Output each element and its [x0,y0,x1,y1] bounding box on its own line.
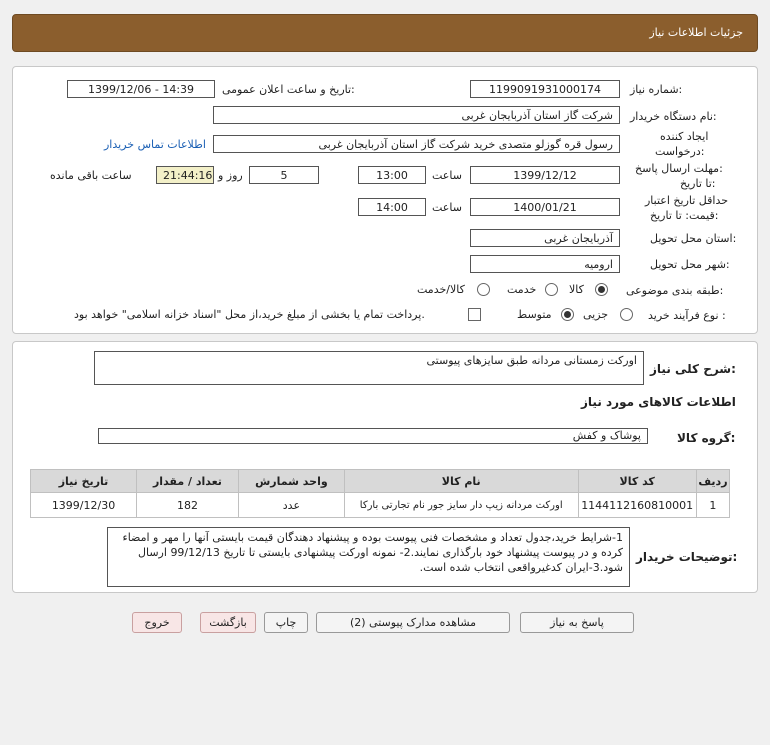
send-deadline-label-1: مهلت ارسال پاسخ: [635,162,723,175]
announce-label: تاریخ و ساعت اعلان عمومی: [222,83,355,96]
goods-group-label: گروه کالا: [677,431,736,445]
goods-table [30,469,730,518]
cell-date: 1399/12/30 [31,493,137,518]
category-option-service: خدمت [507,283,537,296]
validity-label-2: قیمت: تا تاریخ: [650,209,719,222]
reply-button[interactable]: پاسخ به نیاز [520,612,634,633]
category-radio-goods[interactable] [595,283,608,296]
process-label: نوع فرآیند خرید : [648,309,726,322]
cell-index: 1 [696,493,729,518]
announce-field: 1399/12/06 - 14:39 [67,80,215,98]
validity-time-field: 14:00 [358,198,426,216]
buyer-notes-field: 1-شرایط خرید،جدول تعداد و مشخصات فنی پیوست بوده و پیشنهاد دهندگان قیمت بایستی آنها را مهر و امضاء کرده و در پیوست پیشنهاد خود بارگذاری نمایند.2- نمونه اورکت پیشنهادی بایستی تا تاریخ 99/12/13 ارسال شود.3-ایران کدغیرواقعی انتخاب شده است. [107,527,630,587]
days-field: 5 [249,166,319,184]
creator-label-1: ایجاد کننده [660,130,709,143]
category-option-goods: کالا [569,283,584,296]
process-radio-medium[interactable] [561,308,574,321]
remaining-label: ساعت باقی مانده [50,169,132,182]
remaining-timer: 21:44:16 [156,166,214,184]
need-number-label: شماره نیاز: [630,83,683,96]
category-option-goods-service: کالا/خدمت [417,283,465,296]
col-header-code: کد کالا [578,470,696,493]
cell-qty: 182 [137,493,239,518]
province-label: استان محل تحویل: [650,232,737,245]
print-button[interactable]: چاپ [264,612,308,633]
page-header [12,14,758,52]
cell-name: اورکت مردانه زیپ دار سایز جور نام تجارتی بارکا [344,493,578,518]
table-header-row [31,470,730,493]
city-label: شهر محل تحویل: [650,258,730,271]
goods-group-field: پوشاک و کفش [98,428,648,444]
attachments-button[interactable]: مشاهده مدارک پیوستی (2) [316,612,510,633]
send-time-label: ساعت [432,169,462,182]
col-header-date: تاریخ نیاز [31,470,137,493]
cell-code: 1144112160810001 [578,493,696,518]
col-header-index: ردیف [696,470,729,493]
process-option-minor: جزیی [583,308,609,321]
exit-button[interactable]: خروج [132,612,182,633]
validity-date-field: 1400/01/21 [470,198,620,216]
category-radio-service[interactable] [545,283,558,296]
back-button[interactable]: بازگشت [200,612,256,633]
col-header-name: نام کالا [344,470,578,493]
validity-label-1: حداقل تاریخ اعتبار [645,194,729,207]
process-option-medium: متوسط [517,308,552,321]
treasury-checkbox[interactable] [468,308,481,321]
buyer-org-field: شرکت گاز استان آذربایجان غربی [213,106,620,124]
need-number-field: 1199091931000174 [470,80,620,98]
payment-note: پرداخت تمام یا بخشی از مبلغ خرید،از محل "اسناد خزانه اسلامی" خواهد بود. [74,308,425,321]
table-row [31,493,730,518]
creator-field: رسول قره گوزلو متصدی خرید شرکت گاز استان آذربایجان غربی [213,135,620,153]
send-date-field: 1399/12/12 [470,166,620,184]
col-header-unit: واحد شمارش [238,470,344,493]
col-header-qty: تعداد / مقدار [137,470,239,493]
contact-info-link[interactable]: اطلاعات تماس خریدار [104,138,206,151]
summary-label: شرح کلی نیاز: [650,362,736,376]
province-field: آذربایجان غربی [470,229,620,247]
buyer-notes-label: توضیحات خریدار: [636,550,738,564]
days-label: روز و [218,169,243,182]
process-radio-minor[interactable] [620,308,633,321]
goods-section-title: اطلاعات کالاهای مورد نیاز [581,395,736,409]
creator-label-2: درخواست: [655,145,705,158]
page-title: جزئیات اطلاعات نیاز [649,26,743,39]
category-radio-goods-service[interactable] [477,283,490,296]
summary-field: اورکت زمستانی مردانه طبق سایزهای پیوستی [94,351,644,385]
send-deadline-label-2: تا تاریخ: [680,177,716,190]
category-label: طبقه بندی موضوعی: [626,284,724,297]
city-field: ارومیه [470,255,620,273]
buyer-org-label: نام دستگاه خریدار: [630,110,717,123]
send-time-field: 13:00 [358,166,426,184]
cell-unit: عدد [238,493,344,518]
validity-time-label: ساعت [432,201,462,214]
